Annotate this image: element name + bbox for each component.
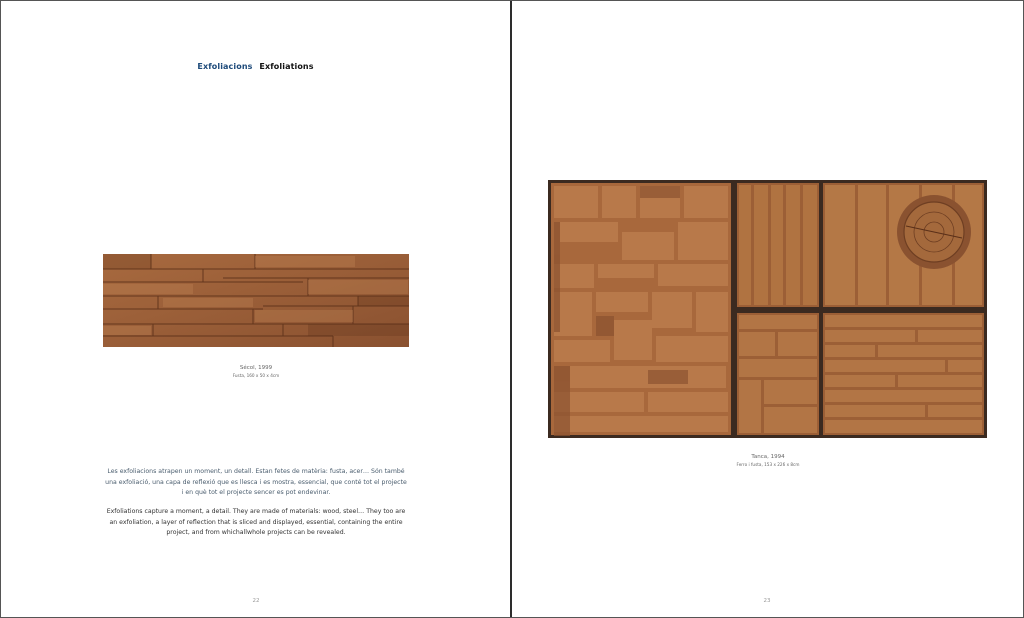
left-page [0, 0, 511, 618]
frame-top [0, 0, 1024, 1]
heading-english: Exfoliations [259, 62, 314, 71]
artwork-tanca-image [548, 180, 987, 438]
body-text-english: Exfoliations capture a moment, a detail. They are made of materials: wood, steel… They too are an exfoliation, a layer of reflection that is sliced and displayed, essential, containing the entire project, and from whichallwhole projects can be revealed. [106, 508, 406, 536]
right-artwork-title: Tanca, 1994 [751, 454, 785, 460]
left-artwork-title: Sécol, 1999 [239, 365, 273, 371]
left-artwork-medium: Fusta, 160 x 50 x 4cm [232, 373, 280, 378]
artwork-secol-image [103, 254, 409, 347]
page-number-right: 23 [763, 598, 771, 604]
section-heading [0, 62, 511, 71]
left-artwork-caption [206, 364, 306, 380]
page-gutter [510, 0, 512, 618]
frame-left [0, 0, 1, 618]
heading-catalan: Exfoliacions [197, 62, 253, 71]
page-number-left: 22 [252, 598, 260, 604]
body-text-catalan: Les exfoliacions atrapen un moment, un detall. Estan fetes de matèria: fusta, acer… Són també una exfoliació, una capa de reflexió que es llesca i es mostra, essencial, que conté tot el projecte i en què tot el projecte sencer es pot endevinar. [105, 468, 407, 496]
right-artwork-medium: Ferro i fusta, 153 x 226 x 8cm [736, 462, 800, 467]
right-artwork-caption [718, 453, 818, 469]
